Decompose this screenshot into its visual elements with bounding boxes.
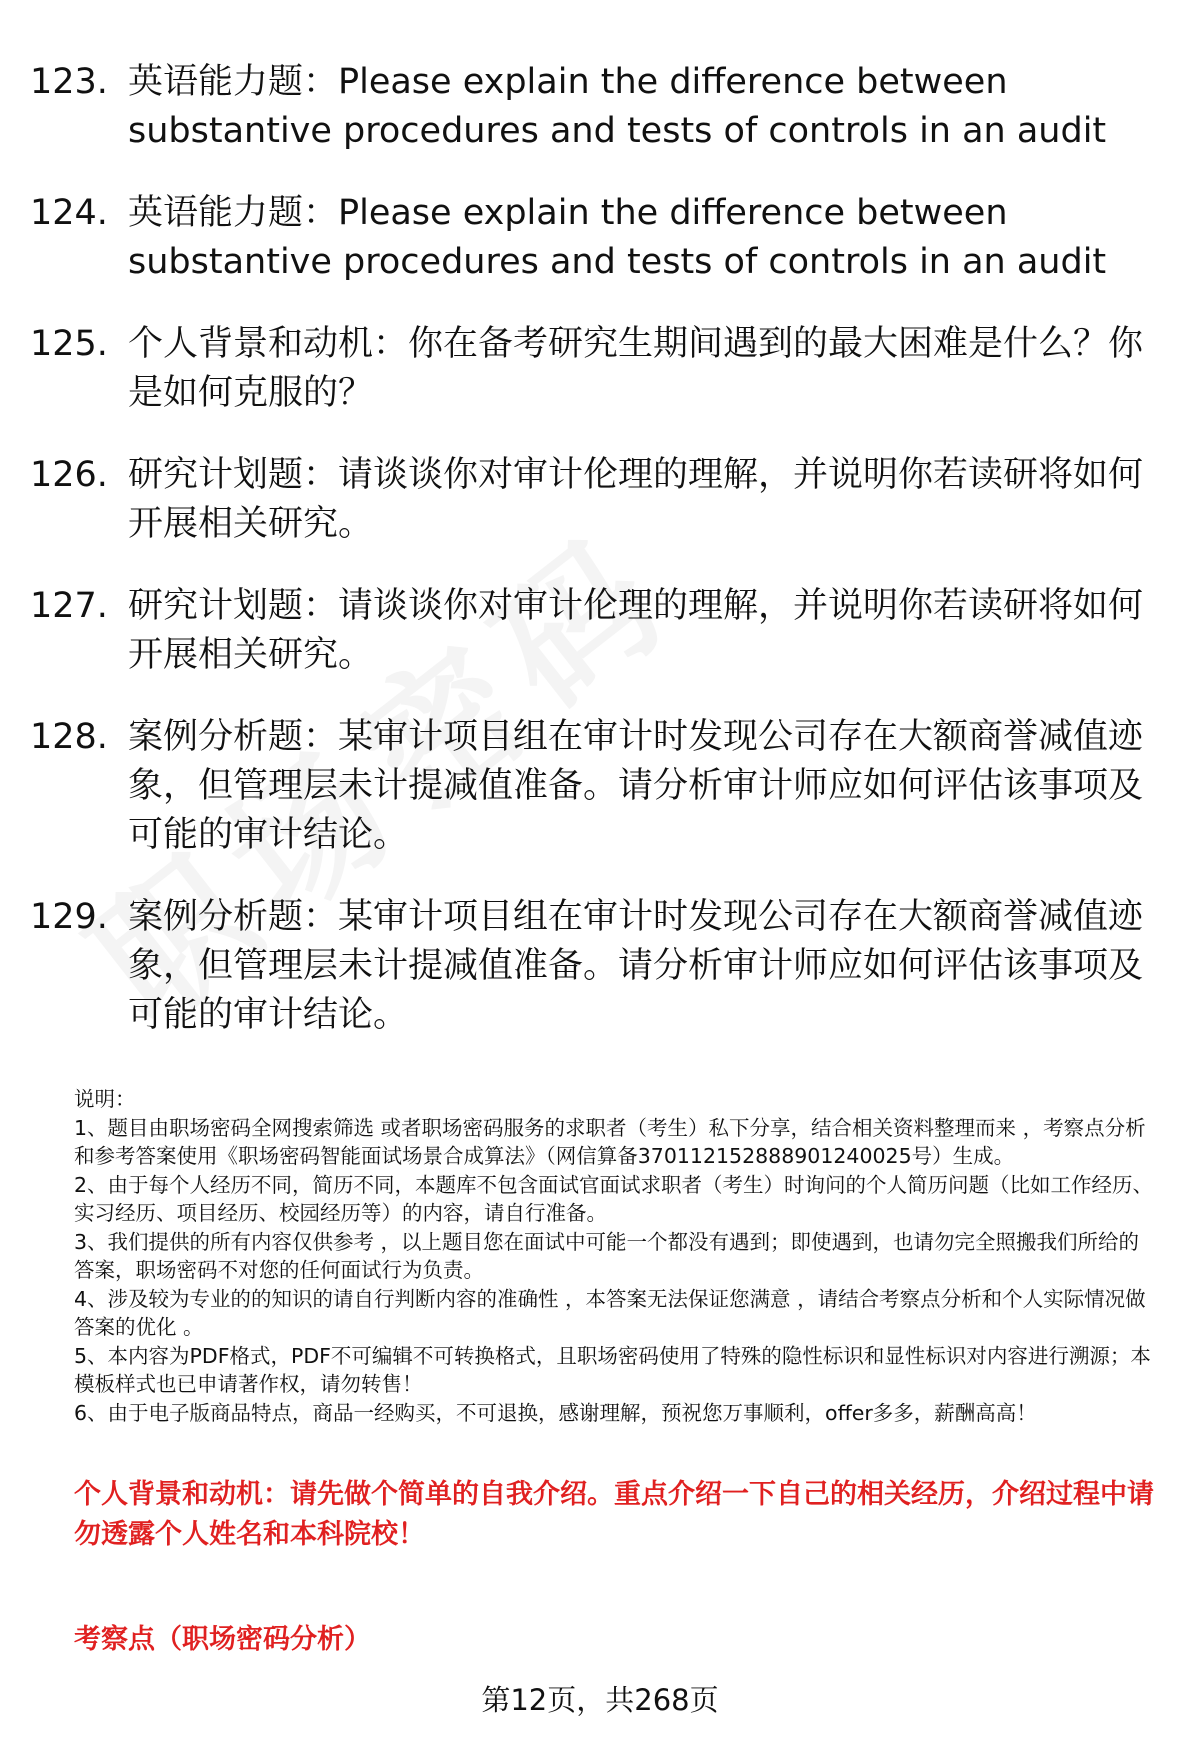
notes-title: 说明： [74,1087,136,1111]
question-number: 126. [30,455,108,495]
notes-section [74,1085,1154,1427]
question-number: 127. [30,586,108,626]
highlighted-question: 个人背景和动机：请先做个简单的自我介绍。重点介绍一下自己的相关经历，介绍过程中请勿透露个人姓名和本科院校！ [74,1479,1154,1550]
question-item [30,451,1150,549]
question-number: 128. [30,717,108,757]
analysis-heading: 考察点（职场密码分析） [74,1624,371,1655]
note-item: 2、由于每个人经历不同，简历不同，本题库不包含面试官面试求职者（考生）时询问的个人简历问题（比如工作经历、实习经历、项目经历、校园经历等）的内容，请自行准备。 [74,1172,1154,1225]
note-item: 4、涉及较为专业的的知识的请自行判断内容的准确性 ，本答案无法保证您满意 ，请结合考察点分析和个人实际情况做答案的优化 。 [74,1286,1146,1339]
note-item: 1、题目由职场密码全网搜索筛选 或者职场密码服务的求职者（考生）私下分享，结合相关资料整理而来 ，考察点分析和参考答案使用《职场密码智能面试场景合成算法》（网信算备370112152888901240025号）生成。 [74,1115,1146,1168]
note-item: 6、由于电子版商品特点，商品一经购买，不可退换，感谢理解，预祝您万事顺利，offer多多，薪酬高高！ [74,1400,1037,1425]
question-text: 英语能力题：Please explain the difference between substantive procedures and tests of controls in an audit [128,193,1107,282]
question-number: 125. [30,324,108,364]
question-number: 124. [30,193,108,233]
note-item: 5、本内容为PDF格式，PDF不可编辑不可转换格式，且职场密码使用了特殊的隐性标识和显性标识对内容进行溯源；本模板样式也已申请著作权，请勿转售！ [74,1343,1151,1396]
question-text: 英语能力题：Please explain the difference between substantive procedures and tests of controls in an audit [128,62,1107,151]
question-item [30,320,1150,418]
question-item [30,713,1150,860]
question-list [30,58,1150,1073]
question-text: 个人背景和动机：你在备考研究生期间遇到的最大困难是什么？你是如何克服的？ [128,324,1144,413]
question-item [30,582,1150,680]
question-text: 研究计划题：请谈谈你对审计伦理的理解，并说明你若读研将如何开展相关研究。 [128,455,1144,544]
page-number: 第12页，共268页 [481,1683,719,1717]
question-item [30,189,1150,287]
question-number: 129. [30,897,108,937]
question-item [30,58,1150,156]
question-item [30,893,1150,1040]
question-number: 123. [30,62,108,102]
note-item: 3、我们提供的所有内容仅供参考 ，以上题目您在面试中可能一个都没有遇到；即使遇到，也请勿完全照搬我们所给的答案，职场密码不对您的任何面试行为负责。 [74,1229,1140,1282]
question-text: 案例分析题：某审计项目组在审计时发现公司存在大额商誉减值迹象，但管理层未计提减值准备。请分析审计师应如何评估该事项及可能的审计结论。 [128,897,1144,1035]
question-text: 案例分析题：某审计项目组在审计时发现公司存在大额商誉减值迹象，但管理层未计提减值准备。请分析审计师应如何评估该事项及可能的审计结论。 [128,717,1144,855]
question-text: 研究计划题：请谈谈你对审计伦理的理解，并说明你若读研将如何开展相关研究。 [128,586,1144,675]
